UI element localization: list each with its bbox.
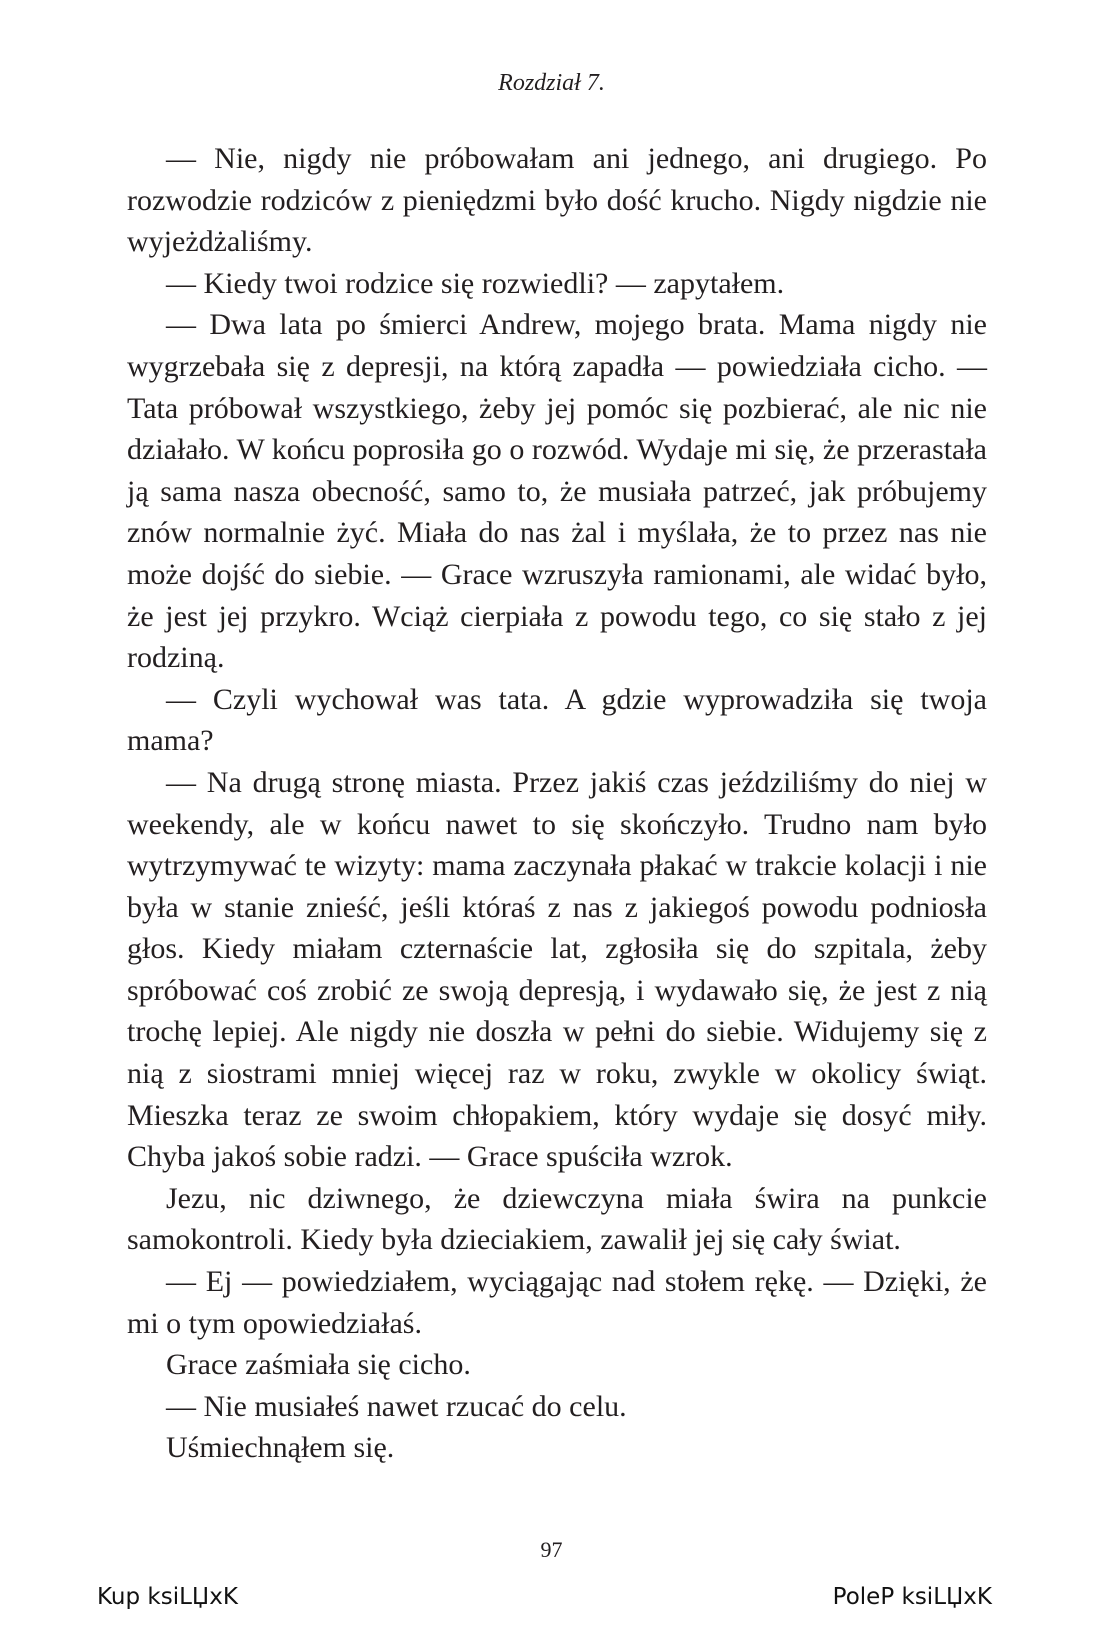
- paragraph: — Dwa lata po śmierci Andrew, mojego brata. Mama nigdy nie wygrzebała się z depresji, na którą zapadła — powiedziała cicho. — Tata próbował wszystkiego, żeby jej pomóc się pozbierać, ale nic nie działało. W końcu poprosiła go o rozwód. Wydaje mi się, że przerastała ją sama nasza obecność, samo to, że musiała patrzeć, jak próbujemy znów normalnie żyć. Miała do nas żal i myślała, że to przez nas nie może dojść do siebie. — Grace wzruszyła ramionami, ale widać było, że jest jej przykro. Wciąż cierpiała z powodu tego, co się stało z jej rodziną.: [127, 308, 987, 675]
- body-text: [127, 138, 987, 1469]
- buy-book-link[interactable]: Kup ksiLЏxK: [97, 1584, 238, 1610]
- paragraph: Grace zaśmiała się cicho.: [166, 1348, 471, 1382]
- paragraph: — Czyli wychował was tata. A gdzie wyprowadziła się twoja mama?: [127, 682, 987, 758]
- paragraph: Uśmiechnąłem się.: [166, 1431, 395, 1465]
- paragraph: — Nie musiałeś nawet rzucać do celu.: [166, 1389, 627, 1423]
- paragraph: Jezu, nic dziwnego, że dziewczyna miała świra na punkcie samokontroli. Kiedy była dzieciakiem, zawalił jej się cały świat.: [127, 1181, 987, 1257]
- paragraph: — Kiedy twoi rodzice się rozwiedli? — zapytałem.: [166, 266, 785, 300]
- running-head: Rozdział 7.: [498, 70, 605, 96]
- paragraph: — Ej — powiedziałem, wyciągając nad stołem rękę. — Dzięki, że mi o tym opowiedziałaś.: [127, 1265, 987, 1340]
- page-number: 97: [540, 1537, 563, 1562]
- paragraph: — Nie, nigdy nie próbowałam ani jednego, ani drugiego. Po rozwodzie rodziców z pieniędzmi było dość krucho. Nigdy nigdzie nie wyjeżdżaliśmy.: [127, 142, 987, 259]
- paragraph: — Na drugą stronę miasta. Przez jakiś czas jeździliśmy do niej w weekendy, ale w końcu nawet to się skończyło. Trudno nam było wytrzymywać te wizyty: mama zaczynała płakać w trakcie kolacji i nie była w stanie znieść, jeśli któraś z nas z jakiegoś powodu podniosła głos. Kiedy miałam czternaście lat, zgłosiła się do szpitala, żeby spróbować coś zrobić ze swoją depresją, i wydawało się, że jest z nią trochę lepiej. Ale nigdy nie doszła w pełni do siebie. Widujemy się z nią z siostrami mniej więcej raz w roku, zwykle w okolicy świąt. Mieszka teraz ze swoim chłopakiem, który wydaje się dosyć miły. Chyba jakoś sobie radzi. — Grace spuściła wzrok.: [127, 765, 987, 1174]
- recommend-book-link[interactable]: PoleP ksiLЏxK: [832, 1584, 992, 1610]
